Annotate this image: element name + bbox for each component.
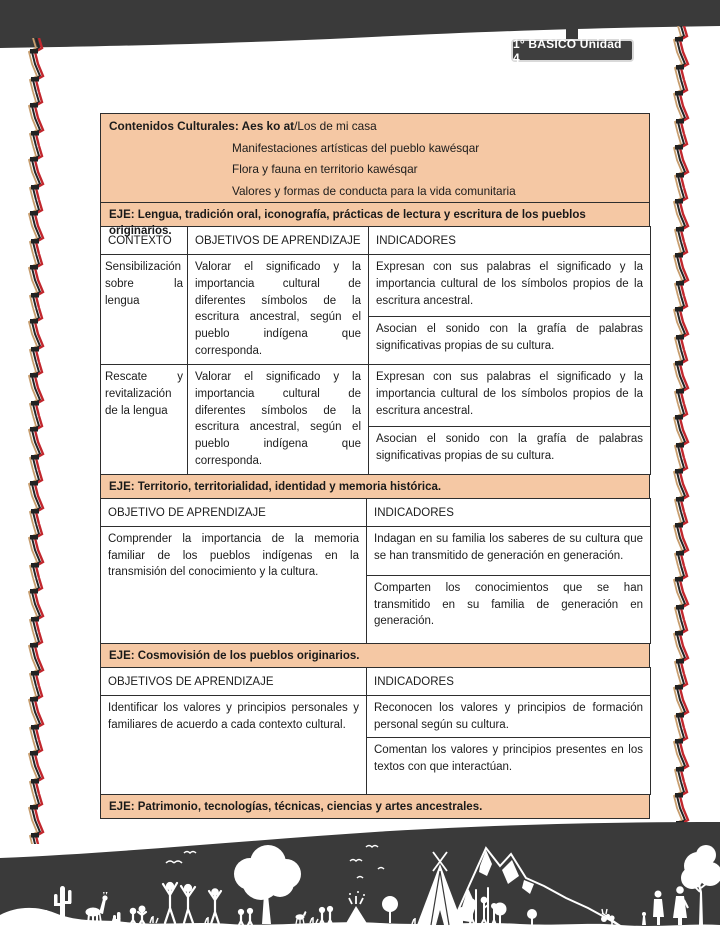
table-row <box>101 526 651 575</box>
table-header-row <box>101 227 651 255</box>
right-zigzag-border <box>672 26 694 824</box>
col-header-objetivos: OBJETIVOS DE APRENDIZAJE <box>188 227 369 255</box>
table-row <box>101 695 651 738</box>
col-header-indicadores: INDICADORES <box>367 499 651 527</box>
eje-band-lengua: EJE: Lengua, tradición oral, iconografía, prácticas de lectura y escritura de los pueblos originarios. <box>100 202 650 227</box>
unit-badge <box>511 36 634 65</box>
eje-band-cosmovision: EJE: Cosmovisión de los pueblos originarios. <box>100 643 650 668</box>
cell-contexto: Sensibilización sobre la lengua <box>101 255 188 365</box>
table-header-row <box>101 499 651 527</box>
contenidos-title-rest: /Los de mi casa <box>294 119 377 133</box>
cell-indicador: Expresan con sus palabras el significado y la importancia cultural de los símbolos propios de la escritura ancestral. <box>369 365 651 427</box>
cell-objetivo: Identificar los valores y principios personales y familiares de acuerdo a cada contexto cultural. <box>101 695 367 795</box>
contenidos-item: Manifestaciones artísticas del pueblo kawésqar <box>232 140 480 155</box>
table-lengua <box>100 226 651 475</box>
cell-contexto: Rescate y revitalización de la lengua <box>101 365 188 475</box>
cell-indicador: Indagan en su familia los saberes de su cultura que se han transmitido de generación en generación. <box>367 526 651 575</box>
contenidos-culturales-box <box>100 113 650 203</box>
left-zigzag-border <box>27 38 49 844</box>
table-cosmovision <box>100 667 651 796</box>
col-header-objetivos: OBJETIVOS DE APRENDIZAJE <box>101 667 367 695</box>
footer-silhouette-scene <box>0 822 720 932</box>
table-row <box>101 255 651 317</box>
cell-indicador: Asocian el sonido con la grafía de palabras significativas propias de su cultura. <box>369 427 651 475</box>
col-header-contexto: CONTEXTO <box>101 227 188 255</box>
table-row <box>101 365 651 427</box>
contenidos-item: Flora y fauna en territorio kawésqar <box>232 162 418 176</box>
eje-band-patrimonio: EJE: Patrimonio, tecnologías, técnicas, ciencias y artes ancestrales. <box>100 794 650 819</box>
cell-indicador: Reconocen los valores y principios de formación personal según su cultura. <box>367 695 651 738</box>
contenidos-title-bold: Contenidos Culturales: Aes ko at <box>109 119 295 133</box>
cell-indicador: Expresan con sus palabras el significado y la importancia cultural de los símbolos propios de la escritura ancestral. <box>369 255 651 317</box>
cell-indicador: Comentan los valores y principios presentes en los textos con que interactúan. <box>367 738 651 795</box>
col-header-indicadores: INDICADORES <box>367 667 651 695</box>
contenidos-item: Valores y formas de conducta para la vida comunitaria <box>232 183 516 198</box>
table-header-row <box>101 667 651 695</box>
cell-objetivo: Valorar el significado y la importancia cultural de diferentes símbolos de la escritura ancestral, según el pueblo indígena que corresponda. <box>188 365 369 475</box>
table-territorio <box>100 498 651 644</box>
col-header-objetivo: OBJETIVO DE APRENDIZAJE <box>101 499 367 527</box>
unit-badge-label: 1° BÁSICO Unidad 4 <box>513 36 622 65</box>
contenidos-title <box>109 116 641 138</box>
curriculum-table <box>100 113 650 819</box>
cell-objetivo: Comprender la importancia de la memoria familiar de los pueblos indígenas en la transmisión del conocimiento y la cultura. <box>101 526 367 643</box>
cell-objetivo: Valorar el significado y la importancia cultural de diferentes símbolos de la escritura ancestral, según el pueblo indígena que corresponda. <box>188 255 369 365</box>
cell-indicador: Comparten los conocimientos que se han transmitido en su familia de generación en generación. <box>367 575 651 643</box>
col-header-indicadores: INDICADORES <box>369 227 651 255</box>
eje-band-territorio: EJE: Territorio, territorialidad, identidad y memoria histórica. <box>100 474 650 499</box>
cell-indicador: Asocian el sonido con la grafía de palabras significativas propias de su cultura. <box>369 317 651 365</box>
